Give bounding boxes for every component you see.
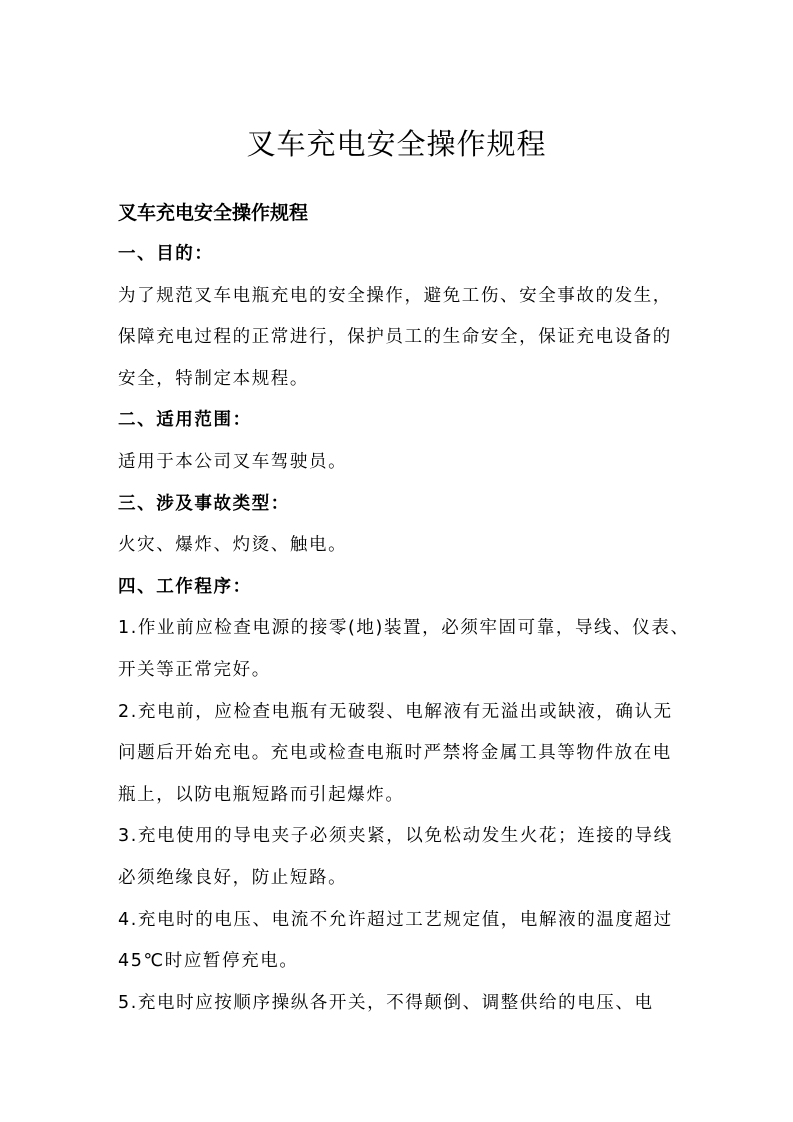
- section-heading: 四、工作程序：: [118, 576, 252, 597]
- paragraph-line: 1.作业前应检查电源的接零(地)装置，必须牢固可靠，导线、仪表、: [118, 618, 690, 639]
- paragraph-line: 安全，特制定本规程。: [118, 368, 309, 389]
- section-heading: 三、涉及事故类型：: [118, 493, 290, 514]
- paragraph-line: 适用于本公司叉车驾驶员。: [118, 451, 348, 472]
- paragraph-line: 问题后开始充电。充电或检查电瓶时严禁将金属工具等物件放在电: [118, 743, 672, 764]
- section-heading: 二、适用范围：: [118, 410, 252, 431]
- document-title: 叉车充电安全操作规程: [246, 127, 547, 161]
- paragraph-line: 火灾、爆炸、灼烫、触电。: [118, 535, 348, 556]
- section-heading: 一、目的：: [118, 244, 214, 264]
- paragraph-line: 5.充电时应按顺序操纵各开关，不得颠倒、调整供给的电压、电: [118, 992, 654, 1013]
- paragraph-line: 2.充电前，应检查电瓶有无破裂、电解液有无溢出或缺液，确认无: [118, 701, 673, 722]
- paragraph-line: 为了规范叉车电瓶充电的安全操作，避免工伤、安全事故的发生，: [118, 285, 672, 306]
- body-lines: [118, 234, 690, 1024]
- section-title: 叉车充电安全操作规程: [118, 202, 309, 224]
- paragraph-line: 45℃时应暂停充电。: [118, 951, 299, 972]
- paragraph-line: 必须绝缘良好，防止短路。: [118, 867, 348, 888]
- paragraph-line: 4.充电时的电压、电流不允许超过工艺规定值，电解液的温度超过: [118, 909, 673, 930]
- paragraph-line: 保障充电过程的正常进行，保护员工的生命安全，保证充电设备的: [118, 327, 672, 348]
- paragraph-line: 瓶上，以防电瓶短路而引起爆炸。: [118, 784, 405, 805]
- paragraph-line: 3.充电使用的导电夹子必须夹紧，以免松动发生火花；连接的导线: [118, 826, 673, 847]
- document-body: [118, 192, 690, 1024]
- paragraph-line: 开关等正常完好。: [118, 659, 271, 680]
